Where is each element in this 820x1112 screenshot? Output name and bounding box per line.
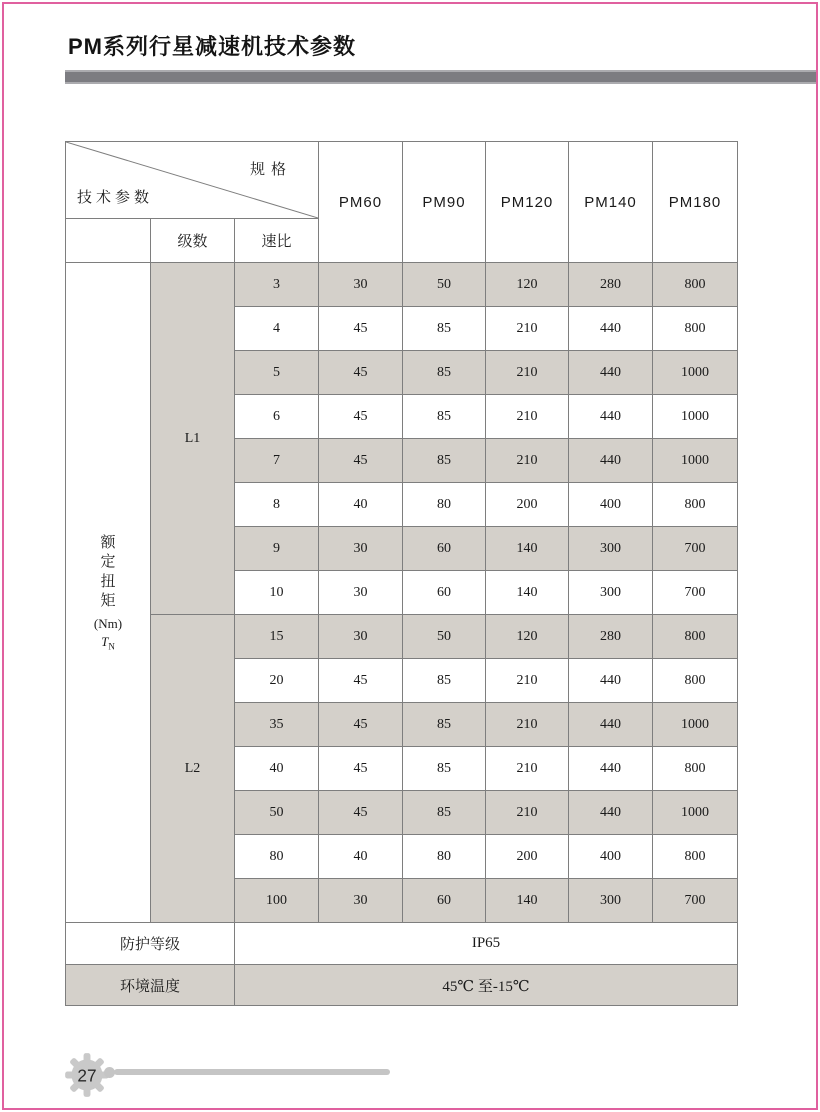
value-cell: 440 (569, 395, 653, 439)
value-cell: 300 (569, 879, 653, 923)
value-cell: 30 (319, 527, 403, 571)
ratio-cell: 35 (235, 703, 319, 747)
value-cell: 200 (486, 483, 569, 527)
value-cell: 45 (319, 703, 403, 747)
ratio-cell: 7 (235, 439, 319, 483)
value-cell: 140 (486, 527, 569, 571)
value-cell: 800 (653, 615, 738, 659)
value-cell: 50 (403, 263, 486, 307)
value-cell: 40 (319, 483, 403, 527)
stage-header: 级数 (151, 219, 235, 263)
table-row (66, 615, 738, 659)
corner-cell (66, 142, 319, 219)
value-cell: 60 (403, 527, 486, 571)
value-cell: 400 (569, 483, 653, 527)
footer-rule-line (114, 1069, 390, 1075)
ratio-cell: 5 (235, 351, 319, 395)
torque-label-cell (66, 263, 151, 923)
ratio-cell: 50 (235, 791, 319, 835)
ratio-header: 速比 (235, 219, 319, 263)
value-cell: 300 (569, 571, 653, 615)
value-cell: 440 (569, 307, 653, 351)
value-cell: 140 (486, 879, 569, 923)
value-cell: 45 (319, 351, 403, 395)
empty-sub-cell (66, 219, 151, 263)
value-cell: 1000 (653, 395, 738, 439)
model-header-pm180: PM180 (653, 142, 738, 263)
value-cell: 60 (403, 571, 486, 615)
value-cell: 45 (319, 439, 403, 483)
value-cell: 210 (486, 747, 569, 791)
table-row (66, 263, 738, 307)
temperature-value: 45℃ 至-15℃ (235, 965, 738, 1006)
value-cell: 280 (569, 615, 653, 659)
value-cell: 800 (653, 747, 738, 791)
value-cell: 30 (319, 571, 403, 615)
page-title: PM系列行星减速机技术参数 (68, 34, 357, 59)
temperature-label: 环境温度 (66, 965, 235, 1006)
ratio-cell: 80 (235, 835, 319, 879)
value-cell: 50 (403, 615, 486, 659)
ratio-cell: 100 (235, 879, 319, 923)
value-cell: 1000 (653, 703, 738, 747)
ratio-cell: 20 (235, 659, 319, 703)
value-cell: 800 (653, 483, 738, 527)
value-cell: 1000 (653, 791, 738, 835)
value-cell: 60 (403, 879, 486, 923)
spec-table (65, 141, 738, 1006)
value-cell: 700 (653, 527, 738, 571)
ratio-cell: 3 (235, 263, 319, 307)
value-cell: 280 (569, 263, 653, 307)
value-cell: 85 (403, 439, 486, 483)
torque-unit: (Nm) (93, 615, 123, 631)
value-cell: 440 (569, 439, 653, 483)
value-cell: 30 (319, 879, 403, 923)
value-cell: 400 (569, 835, 653, 879)
value-cell: 200 (486, 835, 569, 879)
value-cell: 140 (486, 571, 569, 615)
corner-param-label: 技术参数 (77, 190, 154, 206)
value-cell: 80 (403, 835, 486, 879)
value-cell: 85 (403, 659, 486, 703)
value-cell: 700 (653, 879, 738, 923)
value-cell: 45 (319, 747, 403, 791)
protection-value: IP65 (235, 923, 738, 965)
protection-label: 防护等级 (66, 923, 235, 965)
torque-symbol (66, 634, 150, 652)
value-cell: 120 (486, 263, 569, 307)
torque-symbol-sub: N (108, 641, 115, 652)
protection-row (66, 923, 738, 965)
model-header-pm60: PM60 (319, 142, 403, 263)
stage-cell: L1 (151, 263, 235, 615)
ratio-cell: 15 (235, 615, 319, 659)
ratio-cell: 6 (235, 395, 319, 439)
value-cell: 1000 (653, 351, 738, 395)
value-cell: 30 (319, 263, 403, 307)
value-cell: 210 (486, 395, 569, 439)
value-cell: 700 (653, 571, 738, 615)
value-cell: 440 (569, 791, 653, 835)
title-underline-bar (65, 70, 816, 84)
value-cell: 30 (319, 615, 403, 659)
value-cell: 40 (319, 835, 403, 879)
value-cell: 85 (403, 703, 486, 747)
value-cell: 210 (486, 351, 569, 395)
value-cell: 210 (486, 791, 569, 835)
value-cell: 80 (403, 483, 486, 527)
value-cell: 210 (486, 659, 569, 703)
value-cell: 45 (319, 659, 403, 703)
value-cell: 85 (403, 395, 486, 439)
value-cell: 210 (486, 703, 569, 747)
value-cell: 800 (653, 307, 738, 351)
value-cell: 300 (569, 527, 653, 571)
stage-cell: L2 (151, 615, 235, 923)
ratio-cell: 4 (235, 307, 319, 351)
value-cell: 85 (403, 791, 486, 835)
table-header (66, 142, 738, 263)
model-header-pm140: PM140 (569, 142, 653, 263)
ratio-cell: 40 (235, 747, 319, 791)
ratio-cell: 9 (235, 527, 319, 571)
torque-symbol-t: T (101, 633, 109, 649)
header-row-main (66, 142, 738, 219)
value-cell: 120 (486, 615, 569, 659)
value-cell: 210 (486, 307, 569, 351)
value-cell: 45 (319, 395, 403, 439)
gear-icon (64, 1052, 110, 1098)
value-cell: 45 (319, 791, 403, 835)
value-cell: 440 (569, 747, 653, 791)
value-cell: 45 (319, 307, 403, 351)
value-cell: 210 (486, 439, 569, 483)
ratio-cell: 8 (235, 483, 319, 527)
torque-name: 额定扭矩 (100, 534, 116, 610)
value-cell: 85 (403, 747, 486, 791)
value-cell: 85 (403, 307, 486, 351)
temperature-row (66, 965, 738, 1006)
table-footer (66, 923, 738, 1006)
value-cell: 800 (653, 835, 738, 879)
model-header-pm90: PM90 (403, 142, 486, 263)
value-cell: 85 (403, 351, 486, 395)
page-number: 27 (77, 1065, 97, 1086)
model-header-pm120: PM120 (486, 142, 569, 263)
value-cell: 800 (653, 263, 738, 307)
ratio-cell: 10 (235, 571, 319, 615)
table-body (66, 263, 738, 923)
corner-spec-label: 规格 (250, 162, 293, 178)
value-cell: 440 (569, 351, 653, 395)
value-cell: 440 (569, 703, 653, 747)
value-cell: 1000 (653, 439, 738, 483)
value-cell: 440 (569, 659, 653, 703)
value-cell: 800 (653, 659, 738, 703)
